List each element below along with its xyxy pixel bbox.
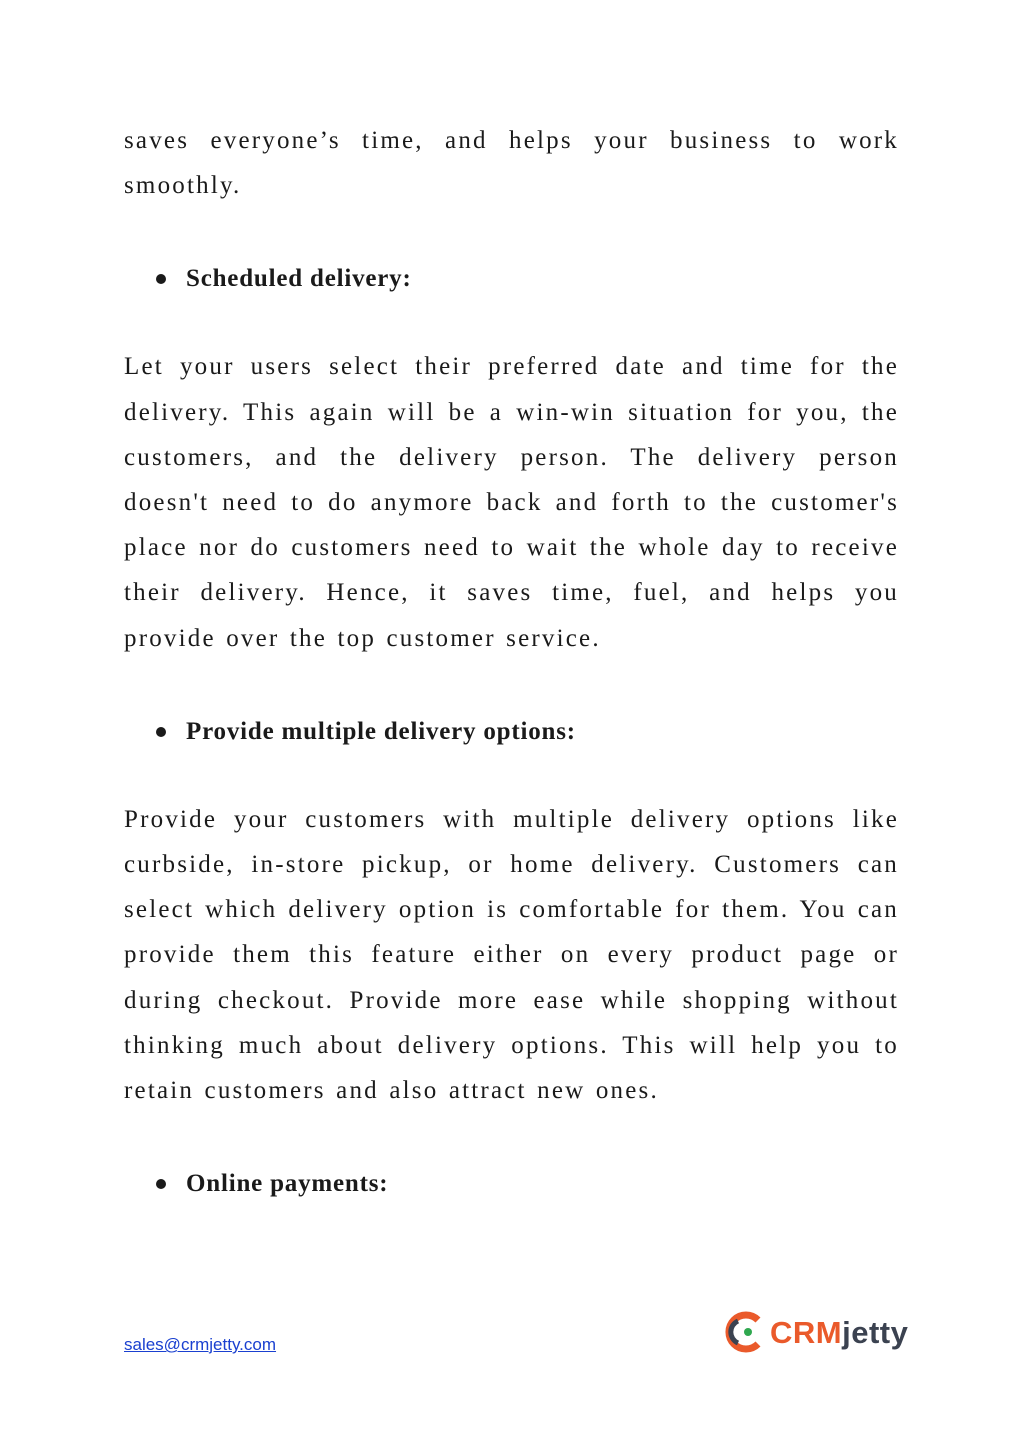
- section-heading-text: Provide multiple delivery options:: [186, 717, 576, 745]
- section-heading-text: Scheduled delivery:: [186, 265, 412, 293]
- bullet-icon: [156, 1179, 166, 1189]
- crmjetty-logo-icon: [722, 1310, 766, 1354]
- crmjetty-logo: [722, 1309, 908, 1355]
- logo-text-jetty: jetty: [842, 1314, 909, 1350]
- logo-wordmark: [770, 1314, 909, 1350]
- section-heading-delivery-options: [156, 709, 899, 755]
- bullet-icon: [156, 727, 166, 737]
- logo-text-crm: CRM: [770, 1314, 843, 1350]
- delivery-options-paragraph: Provide your customers with multiple delivery options like curbside, in-store pickup, or home delivery. Customers can select which delivery option is comfortable for them. You can provide them this feature either on every product page or during checkout. Provide more ease while shopping without thinking much about delivery options. This will help you to retain customers and also attract new ones.: [124, 805, 899, 1105]
- footer-email-link[interactable]: sales@crmjetty.com: [124, 1335, 277, 1354]
- bullet-icon: [156, 274, 166, 284]
- document-page: [124, 118, 899, 1249]
- scheduled-delivery-paragraph: Let your users select their preferred date and time for the delivery. This again will be a win-win situation for you, the customers, and the delivery person. The delivery person doesn't need to do anymore back and forth to the customer's place nor do customers need to wait the whole day to receive their delivery. Hence, it saves time, fuel, and helps you provide over the top customer service.: [124, 353, 899, 652]
- section-heading-online-payments: [156, 1161, 899, 1207]
- section-heading-scheduled-delivery: [156, 256, 899, 302]
- section-heading-text: Online payments:: [186, 1170, 389, 1198]
- intro-paragraph: saves everyone’s time, and helps your business to work smoothly.: [124, 127, 899, 200]
